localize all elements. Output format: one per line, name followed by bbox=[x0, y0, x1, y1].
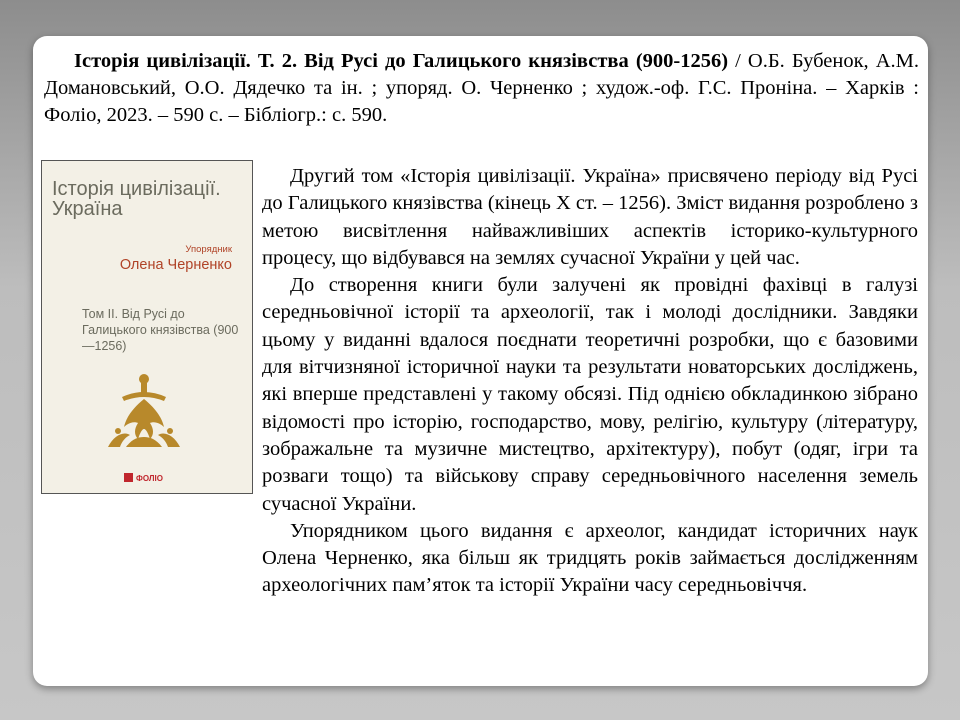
citation-details: / О.Б. Бубенок, А.М. Домановський, О.О. Дядечко та ін. ; упоряд. О. Черненко ; худож.-оф. Г.С. Проніна. – Харків : Фоліо, 2023. – 590 с. – Бібліогр.: с. 590. bbox=[44, 50, 920, 126]
description-paragraph: Упорядником цього видання є археолог, кандидат історичних наук Олена Черненко, яка більш як тридцять років займається дослідженням археологічних пам’яток та історії України часу середньовіччя. bbox=[262, 519, 918, 597]
cover-author: Олена Черненко bbox=[119, 257, 232, 273]
publisher-logo-icon bbox=[124, 473, 164, 482]
book-cover bbox=[41, 160, 253, 494]
cover-series-title: Історія цивілізації. Україна bbox=[52, 178, 221, 220]
book-description bbox=[262, 163, 918, 600]
cover-volume-title: Том II. Від Русі до Галицького князівства (900—1256) bbox=[82, 307, 239, 353]
bibliographic-citation bbox=[44, 48, 919, 129]
description-paragraph: До створення книги були залучені як провідні фахівці в галузі середньовічної історії та археології, так і молоді дослідники. Завдяки цьому у виданні вдалося поєднати теоретичні розробки, що є базовими для вітчизняної історичної науки та результати новаторських досліджень, які вперше представлені у такому обсязі. Під однією обкладинкою зібрано відомості про історію, господарство, мову, релігію, культуру (літературу, зображальне та музичне мистецтво, архітектуру), побут (одяг, ігри та розваги тощо) та військову справу середньовічного населення земель сучасної України. bbox=[262, 274, 918, 515]
description-paragraph: Другий том «Історія цивілізації. Україна» присвячено періоду від Русі до Галицького князівства (кінець Х ст. – 1256). Зміст видання розроблено з метою висвітлення найважливіших аспектів історико-культурного процесу, що відбувався на землях сучасної України у цей час. bbox=[262, 165, 918, 269]
svg-text:ФОЛІО: ФОЛІО bbox=[136, 474, 163, 482]
book-title: Історія цивілізації. Т. 2. Від Русі до Галицького князівства (900-1256) bbox=[74, 50, 729, 72]
ornament-emblem-icon bbox=[104, 373, 184, 451]
cover-compiler-role: Упорядник bbox=[185, 244, 232, 255]
